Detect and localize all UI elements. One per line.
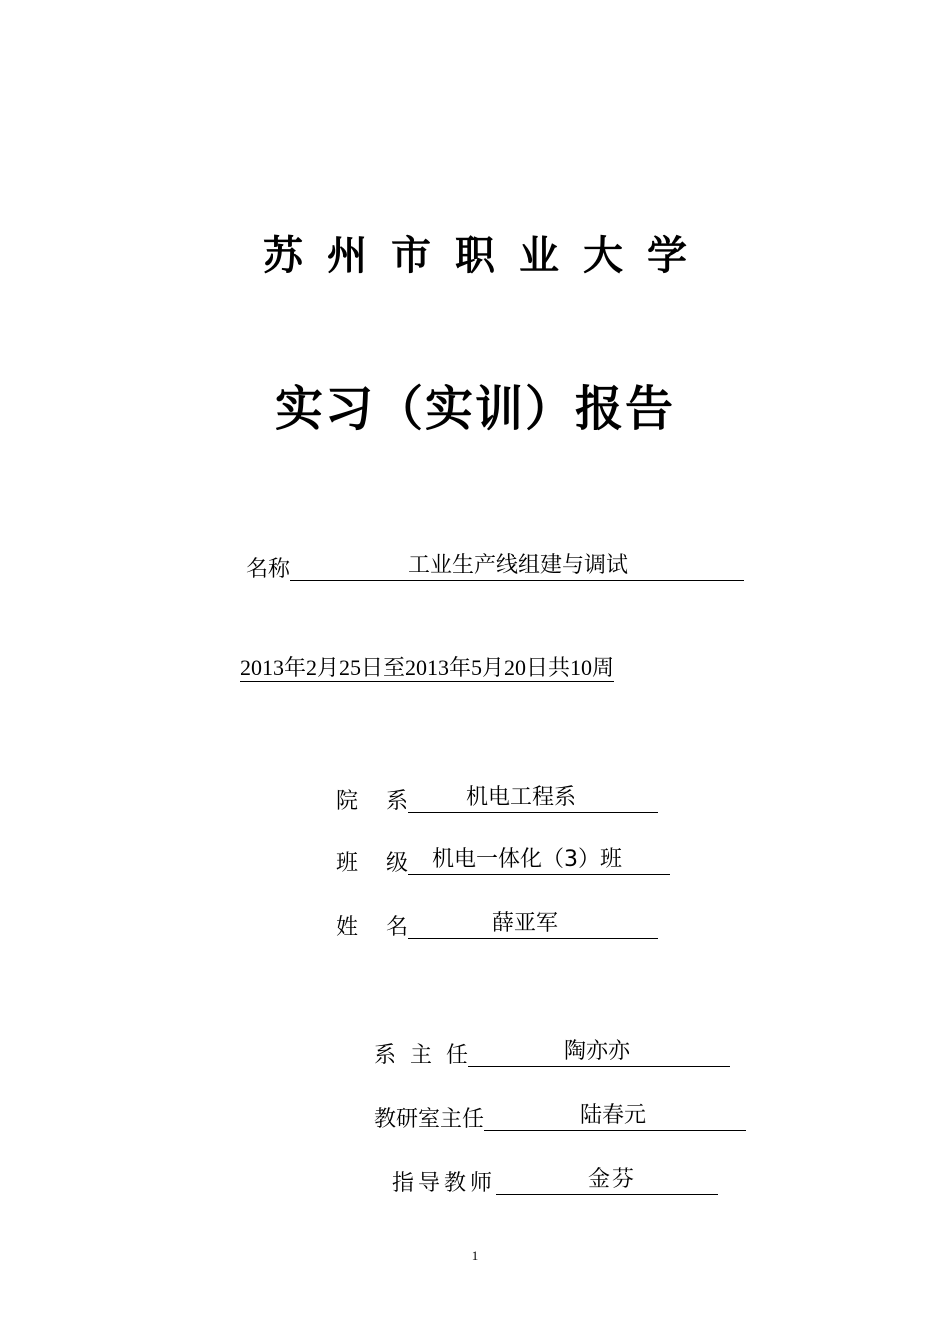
student-name-field [408, 912, 658, 939]
advisor-row [392, 1168, 718, 1195]
class-label: 班 级 [336, 851, 408, 876]
department-value: 机电工程系 [465, 785, 576, 810]
report-title: 实习（实训）报告 [274, 381, 675, 437]
office-head-value: 陆春元 [580, 1103, 647, 1128]
project-name-label: 名称 [246, 557, 291, 582]
office-head-label: 教研室主任 [374, 1107, 485, 1132]
page-number: 1 [471, 1248, 479, 1263]
advisor-value: 金芬 [588, 1167, 637, 1192]
director-label: 系 主 任 [374, 1043, 468, 1068]
department-field [408, 786, 658, 813]
director-field [468, 1040, 730, 1067]
class-value: 机电一体化（3）班 [431, 847, 622, 872]
student-name-label: 姓 名 [336, 915, 408, 940]
university-name: 苏州市职业大学 [263, 233, 711, 279]
class-row [336, 848, 670, 875]
advisor-label: 指导教师 [392, 1171, 497, 1196]
department-row [336, 786, 658, 813]
training-period: 2013年2月25日至2013年5月20日共10周 [240, 655, 615, 680]
project-name-row [246, 554, 744, 581]
department-label: 院 系 [336, 789, 408, 814]
director-row [374, 1040, 730, 1067]
project-name-value: 工业生产线组建与调试 [408, 553, 629, 578]
office-head-row [374, 1104, 746, 1131]
student-name-row [336, 912, 658, 939]
student-name-value: 薛亚军 [491, 911, 558, 936]
office-head-field [484, 1104, 746, 1131]
advisor-field [496, 1168, 718, 1195]
project-name-field [290, 554, 744, 581]
director-value: 陶亦亦 [563, 1039, 630, 1064]
class-field [408, 848, 670, 875]
